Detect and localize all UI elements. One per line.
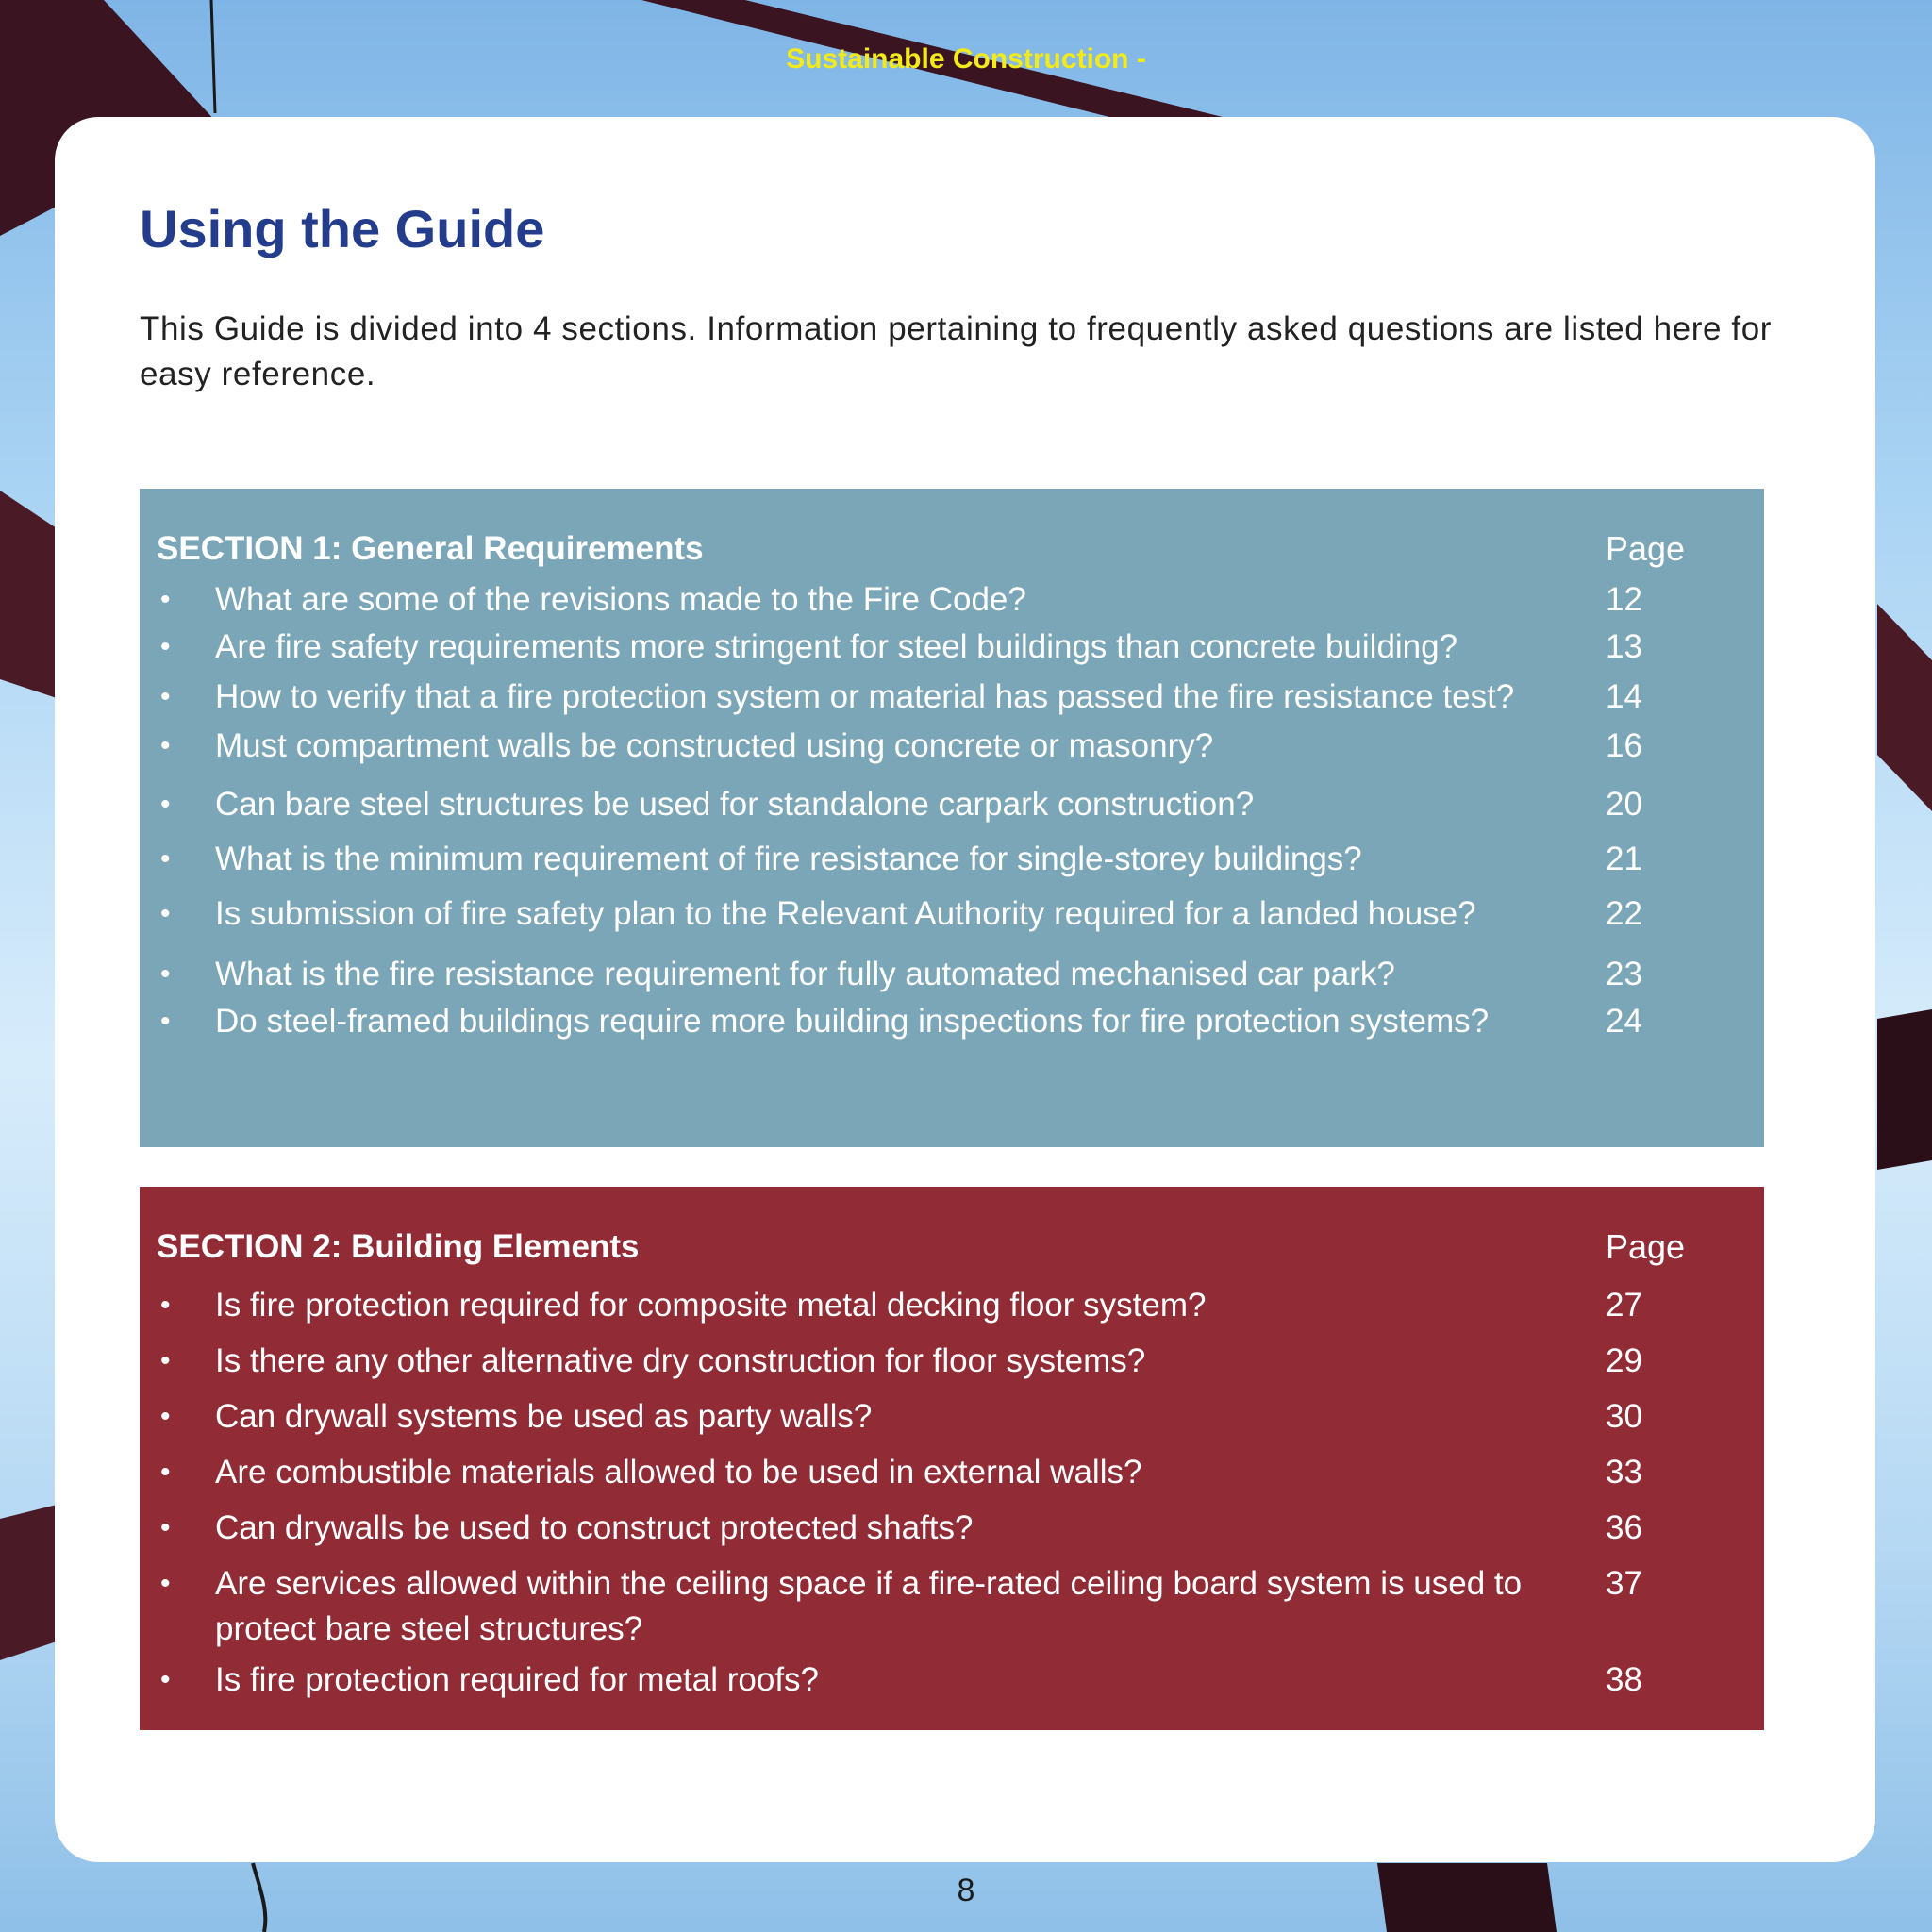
faq-page-number: 38 [1606,1661,1642,1698]
faq-item [157,1506,1764,1551]
faq-page-number: 22 [1606,895,1642,932]
faq-item [157,1450,1764,1495]
faq-question: Is fire protection required for composite metal decking floor system? [215,1287,1207,1324]
bullet-icon: • [160,1401,171,1432]
faq-item [157,999,1764,1044]
section-1-header [157,526,1764,572]
faq-item [157,675,1764,720]
faq-page-number: 14 [1606,678,1642,715]
faq-question: Must compartment walls be constructed using concrete or masonry? [215,727,1214,764]
faq-question: Are combustible materials allowed to be used in external walls? [215,1454,1142,1491]
section-1-panel [140,489,1764,1147]
faq-question: Is fire protection required for metal roofs? [215,1661,820,1698]
faq-item [157,1283,1764,1328]
faq-item [157,1657,1764,1703]
faq-item [157,1339,1764,1384]
faq-item [157,724,1764,769]
faq-question: What is the minimum requirement of fire resistance for single-storey buildings? [215,841,1362,877]
faq-item [157,625,1764,670]
section-2-page-label: Page [1606,1227,1686,1266]
faq-question: Do steel-framed buildings require more building inspections for fire protection systems? [215,1003,1490,1040]
faq-item [157,837,1764,882]
intro-paragraph: This Guide is divided into 4 sections. Information pertaining to frequently asked questions are listed here for easy reference. [140,310,1773,392]
faq-page-number: 21 [1606,841,1642,877]
bullet-icon: • [160,1568,171,1599]
faq-page-number: 33 [1606,1454,1642,1491]
section-2-title: SECTION 2: Building Elements [157,1228,640,1265]
faq-page-number: 29 [1606,1342,1642,1379]
faq-page-number: 24 [1606,1003,1642,1040]
section-2-panel [140,1187,1764,1730]
bullet-icon: • [160,898,171,929]
section-1-title: SECTION 1: General Requirements [157,530,704,567]
bullet-icon: • [160,1006,171,1037]
bullet-icon: • [160,730,171,761]
faq-question: How to verify that a fire protection system or material has passed the fire resistance test? [215,678,1515,715]
bullet-icon: • [160,789,171,820]
faq-page-number: 36 [1606,1509,1642,1546]
faq-item [157,952,1764,997]
page-number: 8 [957,1873,975,1908]
section-2-header [157,1224,1764,1270]
faq-question: Is submission of fire safety plan to the Relevant Authority required for a landed house? [215,895,1476,932]
faq-page-number: 16 [1606,727,1642,764]
faq-question: Is there any other alternative dry construction for floor systems? [215,1342,1146,1379]
bullet-icon: • [160,1664,171,1695]
faq-question: Are fire safety requirements more stringent for steel buildings than concrete building? [215,628,1458,665]
faq-item [157,1394,1764,1440]
faq-question: Can drywalls be used to construct protected shafts? [215,1509,974,1546]
faq-page-number: 27 [1606,1287,1642,1324]
faq-question: What is the fire resistance requirement for fully automated mechanised car park? [215,956,1395,992]
bullet-icon: • [160,1512,171,1543]
page-title: Using the Guide [140,199,545,258]
bullet-icon: • [160,1457,171,1488]
bullet-icon: • [160,1345,171,1376]
bullet-icon: • [160,958,171,990]
faq-page-number: 20 [1606,786,1642,823]
bullet-icon: • [160,843,171,874]
bullet-icon: • [160,631,171,662]
faq-page-number: 12 [1606,581,1642,618]
faq-question: Are services allowed within the ceiling space if a fire-rated ceiling board system is used to protect bare steel structures? [215,1565,1523,1647]
running-header: Sustainable Construction - [786,43,1146,75]
section-1-page-label: Page [1606,529,1686,568]
bullet-icon: • [160,1290,171,1321]
faq-page-number: 37 [1606,1565,1642,1602]
faq-question: What are some of the revisions made to the Fire Code? [215,581,1026,618]
bullet-icon: • [160,681,171,712]
faq-question: Can bare steel structures be used for standalone carpark construction? [215,786,1255,823]
faq-item [157,891,1764,937]
faq-page-number: 13 [1606,628,1642,665]
faq-page-number: 23 [1606,956,1642,992]
faq-item [157,577,1764,623]
bullet-icon: • [160,584,171,615]
faq-item [157,1561,1764,1652]
faq-page-number: 30 [1606,1398,1642,1435]
faq-question: Can drywall systems be used as party walls? [215,1398,873,1435]
faq-item [157,782,1764,827]
